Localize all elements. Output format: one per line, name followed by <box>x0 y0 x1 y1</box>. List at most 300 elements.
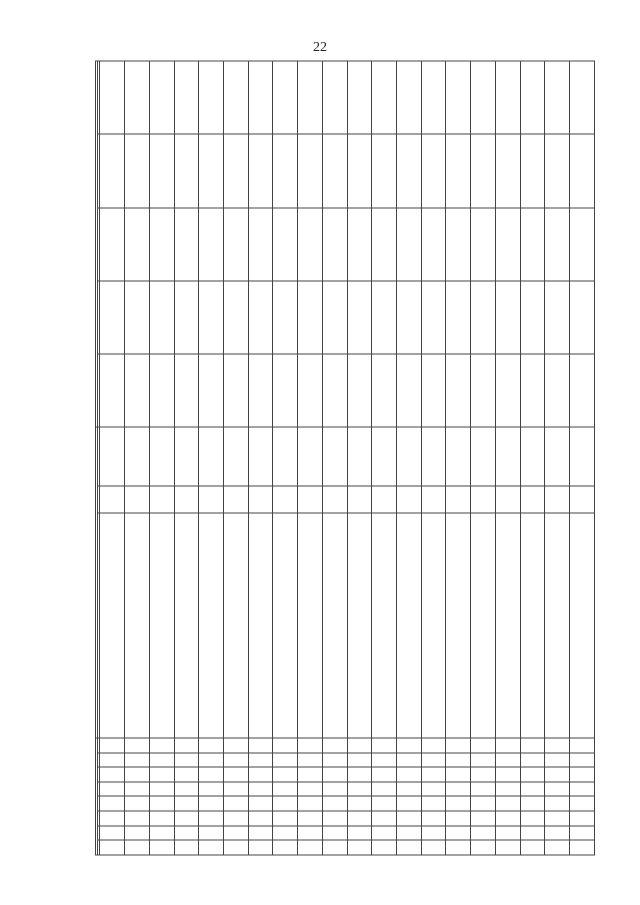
budget-code-cell <box>471 781 496 796</box>
value-cell <box>347 427 372 486</box>
table-row <box>570 61 595 855</box>
value-cell <box>273 61 298 134</box>
value-cell <box>298 427 323 486</box>
value-cell <box>125 207 150 280</box>
budget-code-cell <box>495 811 520 826</box>
value-cell <box>372 61 397 134</box>
budget-code-cell <box>100 825 125 840</box>
item-name-cell <box>322 512 347 737</box>
value-cell <box>273 427 298 486</box>
table-row <box>421 61 446 855</box>
value-cell <box>446 280 471 353</box>
budget-code-cell <box>471 840 496 855</box>
budget-code-cell <box>372 752 397 767</box>
budget-code-cell <box>223 737 248 752</box>
value-cell <box>520 280 545 353</box>
budget-code-cell <box>322 737 347 752</box>
value-cell <box>149 61 174 134</box>
budget-code-cell <box>174 752 199 767</box>
budget-code-cell <box>174 811 199 826</box>
table-row <box>273 61 298 855</box>
budget-code-cell <box>273 752 298 767</box>
budget-code-cell <box>421 840 446 855</box>
budget-code-cell <box>372 811 397 826</box>
item-name-cell <box>372 512 397 737</box>
value-cell <box>100 353 125 426</box>
item-name-cell <box>100 512 125 737</box>
budget-code-cell <box>372 840 397 855</box>
value-cell <box>397 485 422 512</box>
value-cell <box>471 207 496 280</box>
budget-code-cell <box>322 752 347 767</box>
value-cell <box>199 485 224 512</box>
value-cell <box>174 353 199 426</box>
value-cell <box>199 134 224 207</box>
value-cell <box>248 61 273 134</box>
table-row <box>322 61 347 855</box>
item-name-cell <box>446 512 471 737</box>
value-cell <box>199 280 224 353</box>
budget-code-cell <box>446 752 471 767</box>
value-cell <box>520 353 545 426</box>
value-cell <box>495 427 520 486</box>
budget-code-cell <box>223 781 248 796</box>
budget-code-cell <box>199 840 224 855</box>
value-cell <box>471 61 496 134</box>
budget-code-cell <box>223 840 248 855</box>
item-name-cell <box>199 512 224 737</box>
budget-code-cell <box>520 811 545 826</box>
table-row <box>199 61 224 855</box>
budget-code-cell <box>397 811 422 826</box>
budget-code-cell <box>347 737 372 752</box>
budget-code-cell <box>223 811 248 826</box>
budget-code-cell <box>570 737 595 752</box>
budget-code-cell <box>397 840 422 855</box>
value-cell <box>322 280 347 353</box>
budget-code-cell <box>397 781 422 796</box>
budget-code-cell <box>125 811 150 826</box>
budget-code-cell <box>223 767 248 782</box>
table-row <box>495 61 520 855</box>
table-row <box>446 61 471 855</box>
budget-code-cell <box>199 796 224 811</box>
budget-code-cell <box>100 781 125 796</box>
value-cell <box>397 134 422 207</box>
budget-code-cell <box>372 796 397 811</box>
value-cell <box>421 485 446 512</box>
page-number: 22 <box>313 40 327 55</box>
value-cell <box>372 353 397 426</box>
budget-code-cell <box>570 811 595 826</box>
value-cell <box>495 280 520 353</box>
budget-code-cell <box>545 840 570 855</box>
value-cell <box>495 134 520 207</box>
value-cell <box>421 61 446 134</box>
value-cell <box>347 134 372 207</box>
budget-code-cell <box>471 825 496 840</box>
value-cell <box>248 427 273 486</box>
budget-code-cell <box>347 767 372 782</box>
value-cell <box>298 485 323 512</box>
budget-code-cell <box>545 767 570 782</box>
budget-code-cell <box>372 767 397 782</box>
budget-code-cell <box>520 840 545 855</box>
budget-code-cell <box>397 752 422 767</box>
budget-code-cell <box>446 781 471 796</box>
value-cell <box>100 427 125 486</box>
value-cell <box>273 280 298 353</box>
budget-code-cell <box>298 752 323 767</box>
budget-code-cell <box>248 811 273 826</box>
budget-code-cell <box>149 781 174 796</box>
table-row <box>520 61 545 855</box>
value-cell <box>223 485 248 512</box>
budget-code-cell <box>570 781 595 796</box>
budget-code-cell <box>298 840 323 855</box>
budget-code-cell <box>322 796 347 811</box>
budget-code-cell <box>545 796 570 811</box>
value-cell <box>570 134 595 207</box>
value-cell <box>570 207 595 280</box>
value-cell <box>125 280 150 353</box>
budget-code-cell <box>100 767 125 782</box>
budget-code-cell <box>199 781 224 796</box>
budget-code-cell <box>199 737 224 752</box>
budget-code-cell <box>199 767 224 782</box>
budget-code-cell <box>495 840 520 855</box>
budget-code-cell <box>322 825 347 840</box>
value-cell <box>495 353 520 426</box>
budget-code-cell <box>149 811 174 826</box>
budget-code-cell <box>421 825 446 840</box>
budget-code-cell <box>174 796 199 811</box>
value-cell <box>149 485 174 512</box>
budget-code-cell <box>322 781 347 796</box>
value-cell <box>421 427 446 486</box>
budget-code-cell <box>174 767 199 782</box>
value-cell <box>248 207 273 280</box>
value-cell <box>545 485 570 512</box>
value-cell <box>248 134 273 207</box>
value-cell <box>273 134 298 207</box>
item-name-cell <box>421 512 446 737</box>
budget-code-cell <box>248 737 273 752</box>
value-cell <box>298 207 323 280</box>
item-name-cell <box>545 512 570 737</box>
value-cell <box>446 61 471 134</box>
value-cell <box>273 207 298 280</box>
value-cell <box>545 280 570 353</box>
budget-code-cell <box>570 767 595 782</box>
budget-code-cell <box>125 737 150 752</box>
value-cell <box>149 353 174 426</box>
table-row <box>223 61 248 855</box>
budget-code-cell <box>495 781 520 796</box>
value-cell <box>100 134 125 207</box>
budget-code-cell <box>471 752 496 767</box>
value-cell <box>174 207 199 280</box>
budget-code-cell <box>199 811 224 826</box>
budget-code-cell <box>298 825 323 840</box>
value-cell <box>174 427 199 486</box>
value-cell <box>372 134 397 207</box>
budget-code-cell <box>298 781 323 796</box>
value-cell <box>545 61 570 134</box>
budget-code-cell <box>446 825 471 840</box>
value-cell <box>174 134 199 207</box>
value-cell <box>174 280 199 353</box>
value-cell <box>520 427 545 486</box>
budget-code-cell <box>495 767 520 782</box>
value-cell <box>149 280 174 353</box>
budget-code-cell <box>125 796 150 811</box>
value-cell <box>223 427 248 486</box>
value-cell <box>545 134 570 207</box>
item-name-cell <box>174 512 199 737</box>
value-cell <box>223 61 248 134</box>
budget-code-cell <box>372 737 397 752</box>
budget-code-cell <box>248 825 273 840</box>
table-row <box>372 61 397 855</box>
budget-code-cell <box>545 781 570 796</box>
budget-code-cell <box>495 796 520 811</box>
value-cell <box>223 134 248 207</box>
value-cell <box>520 134 545 207</box>
budget-code-cell <box>273 767 298 782</box>
value-cell <box>397 427 422 486</box>
budget-code-cell <box>421 796 446 811</box>
budget-code-cell <box>100 752 125 767</box>
value-cell <box>421 280 446 353</box>
budget-code-cell <box>273 737 298 752</box>
value-cell <box>199 61 224 134</box>
value-cell <box>570 353 595 426</box>
value-cell <box>322 485 347 512</box>
budget-code-cell <box>125 840 150 855</box>
budget-code-cell <box>471 737 496 752</box>
budget-code-cell <box>298 737 323 752</box>
budget-code-cell <box>174 781 199 796</box>
budget-code-cell <box>149 737 174 752</box>
value-cell <box>223 353 248 426</box>
budget-code-cell <box>174 840 199 855</box>
value-cell <box>372 485 397 512</box>
budget-code-cell <box>520 796 545 811</box>
budget-code-cell <box>570 752 595 767</box>
budget-code-cell <box>273 840 298 855</box>
value-cell <box>100 485 125 512</box>
budget-code-cell <box>125 825 150 840</box>
value-cell <box>174 61 199 134</box>
item-name-cell <box>570 512 595 737</box>
item-name-cell <box>273 512 298 737</box>
table-row <box>397 61 422 855</box>
value-cell <box>347 207 372 280</box>
value-cell <box>495 485 520 512</box>
budget-code-cell <box>421 811 446 826</box>
budget-code-cell <box>446 737 471 752</box>
budget-code-cell <box>446 840 471 855</box>
table-row <box>298 61 323 855</box>
value-cell <box>446 353 471 426</box>
budget-code-cell <box>495 737 520 752</box>
value-cell <box>100 280 125 353</box>
value-cell <box>397 353 422 426</box>
value-cell <box>471 353 496 426</box>
value-cell <box>372 280 397 353</box>
table-row <box>174 61 199 855</box>
budget-code-cell <box>100 796 125 811</box>
budget-code-cell <box>100 840 125 855</box>
budget-code-cell <box>347 811 372 826</box>
value-cell <box>248 353 273 426</box>
value-cell <box>199 427 224 486</box>
budget-code-cell <box>125 767 150 782</box>
table-row <box>125 61 150 855</box>
budget-code-cell <box>273 811 298 826</box>
value-cell <box>570 485 595 512</box>
value-cell <box>125 485 150 512</box>
budget-code-cell <box>520 825 545 840</box>
budget-code-cell <box>545 811 570 826</box>
budget-code-cell <box>421 781 446 796</box>
budget-code-cell <box>223 796 248 811</box>
item-name-cell <box>520 512 545 737</box>
value-cell <box>471 427 496 486</box>
budget-code-cell <box>322 840 347 855</box>
budget-code-cell <box>174 825 199 840</box>
value-cell <box>322 134 347 207</box>
item-name-cell <box>471 512 496 737</box>
value-cell <box>495 61 520 134</box>
budget-code-cell <box>446 796 471 811</box>
value-cell <box>248 485 273 512</box>
value-cell <box>347 61 372 134</box>
value-cell <box>248 280 273 353</box>
budget-code-cell <box>347 840 372 855</box>
value-cell <box>397 207 422 280</box>
budget-code-cell <box>199 825 224 840</box>
budget-code-cell <box>248 752 273 767</box>
budget-code-cell <box>223 752 248 767</box>
budget-code-cell <box>347 796 372 811</box>
item-name-cell <box>248 512 273 737</box>
value-cell <box>149 207 174 280</box>
value-cell <box>446 485 471 512</box>
budget-code-cell <box>397 796 422 811</box>
value-cell <box>273 485 298 512</box>
budget-code-cell <box>149 825 174 840</box>
budget-code-cell <box>446 811 471 826</box>
item-name-cell <box>149 512 174 737</box>
table-row <box>347 61 372 855</box>
budget-code-cell <box>421 767 446 782</box>
budget-code-cell <box>471 796 496 811</box>
value-cell <box>125 134 150 207</box>
budget-code-cell <box>298 767 323 782</box>
value-cell <box>298 353 323 426</box>
table-row <box>149 61 174 855</box>
budget-code-cell <box>248 781 273 796</box>
value-cell <box>322 353 347 426</box>
value-cell <box>199 207 224 280</box>
budget-code-cell <box>199 752 224 767</box>
value-cell <box>545 207 570 280</box>
budget-code-cell <box>273 796 298 811</box>
table-row <box>100 61 125 855</box>
budget-code-cell <box>125 752 150 767</box>
budget-code-cell <box>322 811 347 826</box>
budget-code-cell <box>347 781 372 796</box>
value-cell <box>149 134 174 207</box>
budget-code-cell <box>149 796 174 811</box>
budget-code-cell <box>273 825 298 840</box>
budget-code-cell <box>495 752 520 767</box>
value-cell <box>273 353 298 426</box>
value-cell <box>495 207 520 280</box>
program-indicators-table <box>95 60 595 855</box>
item-name-cell <box>397 512 422 737</box>
budget-code-cell <box>520 767 545 782</box>
value-cell <box>471 485 496 512</box>
budget-code-cell <box>570 825 595 840</box>
value-cell <box>322 207 347 280</box>
budget-code-cell <box>149 840 174 855</box>
value-cell <box>421 207 446 280</box>
budget-code-cell <box>397 737 422 752</box>
budget-code-cell <box>372 825 397 840</box>
budget-code-cell <box>125 781 150 796</box>
value-cell <box>446 427 471 486</box>
budget-code-cell <box>149 767 174 782</box>
value-cell <box>446 207 471 280</box>
value-cell <box>545 427 570 486</box>
budget-code-cell <box>248 840 273 855</box>
item-name-cell <box>347 512 372 737</box>
value-cell <box>149 427 174 486</box>
value-cell <box>174 485 199 512</box>
budget-code-cell <box>298 796 323 811</box>
budget-code-cell <box>347 752 372 767</box>
item-name-cell <box>125 512 150 737</box>
budget-code-cell <box>347 825 372 840</box>
value-cell <box>421 353 446 426</box>
budget-code-cell <box>248 796 273 811</box>
budget-code-cell <box>322 767 347 782</box>
value-cell <box>570 61 595 134</box>
rotated-table-sheet <box>95 60 595 855</box>
budget-code-cell <box>495 825 520 840</box>
budget-code-cell <box>100 737 125 752</box>
budget-code-cell <box>421 752 446 767</box>
value-cell <box>125 353 150 426</box>
budget-code-cell <box>298 811 323 826</box>
value-cell <box>397 61 422 134</box>
value-cell <box>100 61 125 134</box>
value-cell <box>347 353 372 426</box>
budget-code-cell <box>421 737 446 752</box>
value-cell <box>322 61 347 134</box>
value-cell <box>223 280 248 353</box>
budget-code-cell <box>397 825 422 840</box>
budget-code-cell <box>248 767 273 782</box>
budget-code-cell <box>100 811 125 826</box>
value-cell <box>471 134 496 207</box>
budget-code-cell <box>520 737 545 752</box>
value-cell <box>545 353 570 426</box>
budget-code-cell <box>397 767 422 782</box>
